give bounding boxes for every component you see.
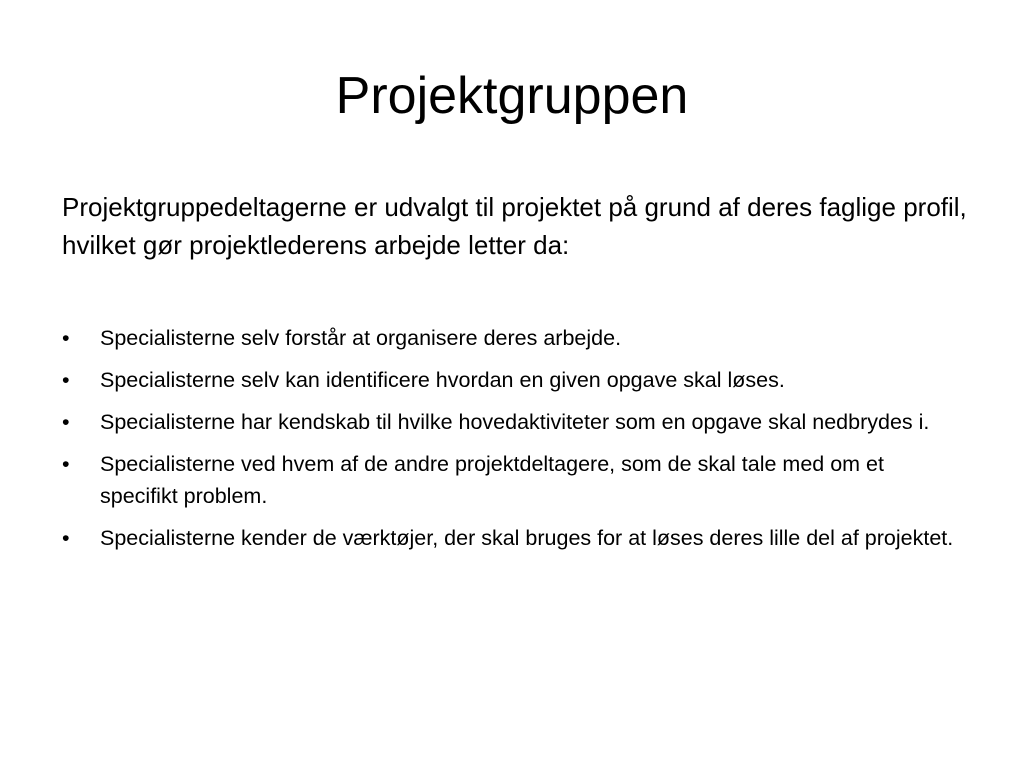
bullet-text: Specialisterne ved hvem af de andre projektdeltagere, som de skal tale med om et specifikt problem.	[100, 452, 884, 508]
list-item	[62, 406, 962, 438]
bullet-text: Specialisterne selv forstår at organisere deres arbejde.	[100, 326, 622, 350]
list-item	[62, 522, 962, 554]
list-item	[62, 322, 962, 354]
bullet-icon: •	[62, 326, 70, 350]
bullet-icon: •	[62, 410, 70, 434]
slide-title: Projektgruppen	[335, 67, 689, 125]
list-item	[62, 364, 962, 396]
bullet-text: Specialisterne har kendskab til hvilke hovedaktiviteter som en opgave skal nedbrydes i.	[100, 410, 930, 434]
bullet-icon: •	[62, 526, 70, 550]
bullet-icon: •	[62, 368, 70, 392]
intro-paragraph: Projektgruppedeltagerne er udvalgt til projektet på grund af deres faglige profil, hvilket gør projektlederens arbejde letter da:	[62, 192, 967, 260]
list-item	[62, 448, 962, 512]
bullet-text: Specialisterne kender de værktøjer, der skal bruges for at løses deres lille del af projektet.	[100, 526, 954, 550]
bullet-text: Specialisterne selv kan identificere hvordan en given opgave skal løses.	[100, 368, 785, 392]
bullet-list	[62, 322, 962, 564]
bullet-icon: •	[62, 452, 70, 476]
